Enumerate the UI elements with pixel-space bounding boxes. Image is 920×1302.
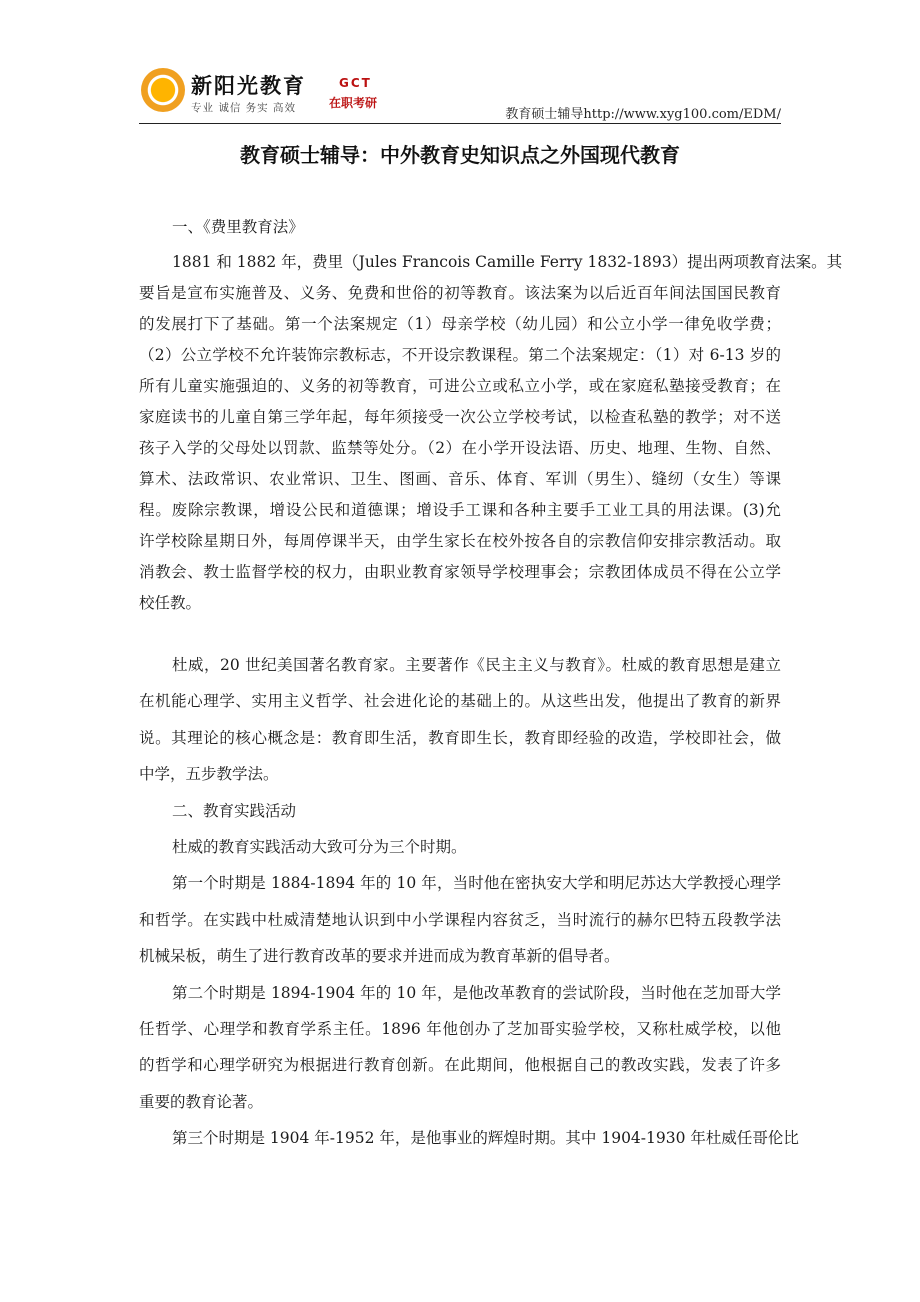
brand-slogan: 专业 诚信 务实 高效 (191, 102, 297, 114)
text-line: 和哲学。在实践中杜威清楚地认识到中小学课程内容贫乏，当时流行的赫尔巴特五段教学法 (139, 910, 781, 929)
text-line: 机械呆板，萌生了进行教育改革的要求并进而成为教育革新的倡导者。 (139, 947, 620, 966)
text-line: 家庭读书的儿童自第三学年起，每年须接受一次公立学校考试，以检查私塾的教学；对不送 (139, 408, 781, 426)
paragraph (139, 829, 781, 865)
text-line: 的发展打下了基础。第一个法案规定（1）母亲学校（幼儿园）和公立小学一律免收学费； (139, 315, 781, 333)
text-line: 重要的教育论著。 (139, 1092, 264, 1111)
text-line: 中学，五步教学法。 (139, 765, 279, 784)
text-line: 在机能心理学、实用主义哲学、社会进化论的基础上的。从这些出发，他提出了教育的新界 (139, 692, 781, 711)
text-line: 所有儿童实施强迫的、义务的初等教育，可进公立或私立小学，或在家庭私塾接受教育；在 (139, 377, 781, 395)
text-line: （2）公立学校不允许装饰宗教标志，不开设宗教课程。第二个法案规定：（1）对 6-13 岁的 (139, 346, 781, 364)
text-line: 二、教育实践活动 (172, 801, 297, 820)
text-line: 许学校除星期日外，每周停课半天，由学生家长在校外按各自的宗教信仰安排宗教活动。取 (139, 532, 781, 550)
text-line: 的哲学和心理学研究为根据进行教育创新。在此期间，他根据自己的教改实践，发表了许多 (139, 1056, 781, 1075)
text-line: 杜威，20 世纪美国著名教育家。主要著作《民主主义与教育》。杜威的教育思想是建立 (172, 656, 781, 674)
paragraph (139, 247, 843, 619)
paragraph (139, 647, 781, 793)
paragraph (139, 793, 781, 829)
gct-sub-label: 在职考研 (329, 96, 378, 110)
header-divider (139, 123, 781, 124)
text-line: 第二个时期是 1894-1904 年的 10 年，是他改革教育的尝试阶段，当时他在芝加哥大学 (172, 983, 781, 1002)
header-link[interactable]: 教育硕士辅导http://www.xyg100.com/EDM/ (505, 107, 781, 122)
gct-label: GCT (339, 76, 372, 90)
body-section-2 (139, 647, 799, 1156)
paragraph (139, 865, 781, 974)
text-line: 1881 和 1882 年，费里（Jules Francois Camille Ferry 1832-1893）提出两项教育法案。其 (172, 253, 843, 271)
paragraph (139, 212, 781, 247)
text-line: 一、《费里教育法》 (172, 218, 304, 236)
text-line: 校任教。 (139, 594, 202, 612)
document-title: 教育硕士辅导：中外教育史知识点之外国现代教育 (240, 143, 680, 167)
body-section-1 (139, 212, 843, 619)
text-line: 孩子入学的父母处以罚款、监禁等处分。（2）在小学开设法语、历史、地理、生物、自然、 (139, 439, 781, 457)
text-line: 算术、法政常识、农业常识、卫生、图画、音乐、体育、军训（男生）、缝纫（女生）等课 (139, 470, 781, 488)
text-line: 第三个时期是 1904 年-1952 年，是他事业的辉煌时期。其中 1904-1930 年杜威任哥伦比 (172, 1129, 799, 1148)
brand-name: 新阳光教育 (191, 74, 306, 98)
text-line: 杜威的教育实践活动大致可分为三个时期。 (172, 837, 467, 856)
text-line: 消教会、教士监督学校的权力，由职业教育家领导学校理事会；宗教团体成员不得在公立学 (139, 563, 781, 581)
paragraph (139, 975, 781, 1121)
text-line: 要旨是宣布实施普及、义务、免费和世俗的初等教育。该法案为以后近百年间法国国民教育 (139, 284, 781, 302)
text-line: 任哲学、心理学和教育学系主任。1896 年他创办了芝加哥实验学校，又称杜威学校，以他 (139, 1019, 781, 1038)
text-line: 第一个时期是 1884-1894 年的 10 年，当时他在密执安大学和明尼苏达大学教授心理学 (172, 874, 781, 893)
sun-logo-icon (141, 68, 185, 112)
text-line: 说。其理论的核心概念是：教育即生活，教育即生长，教育即经验的改造，学校即社会，做 (139, 728, 781, 747)
paragraph (139, 1120, 799, 1156)
text-line: 程。废除宗教课，增设公民和道德课；增设手工课和各种主要手工业工具的用法课。(3)允 (139, 501, 781, 519)
logo (141, 68, 391, 118)
